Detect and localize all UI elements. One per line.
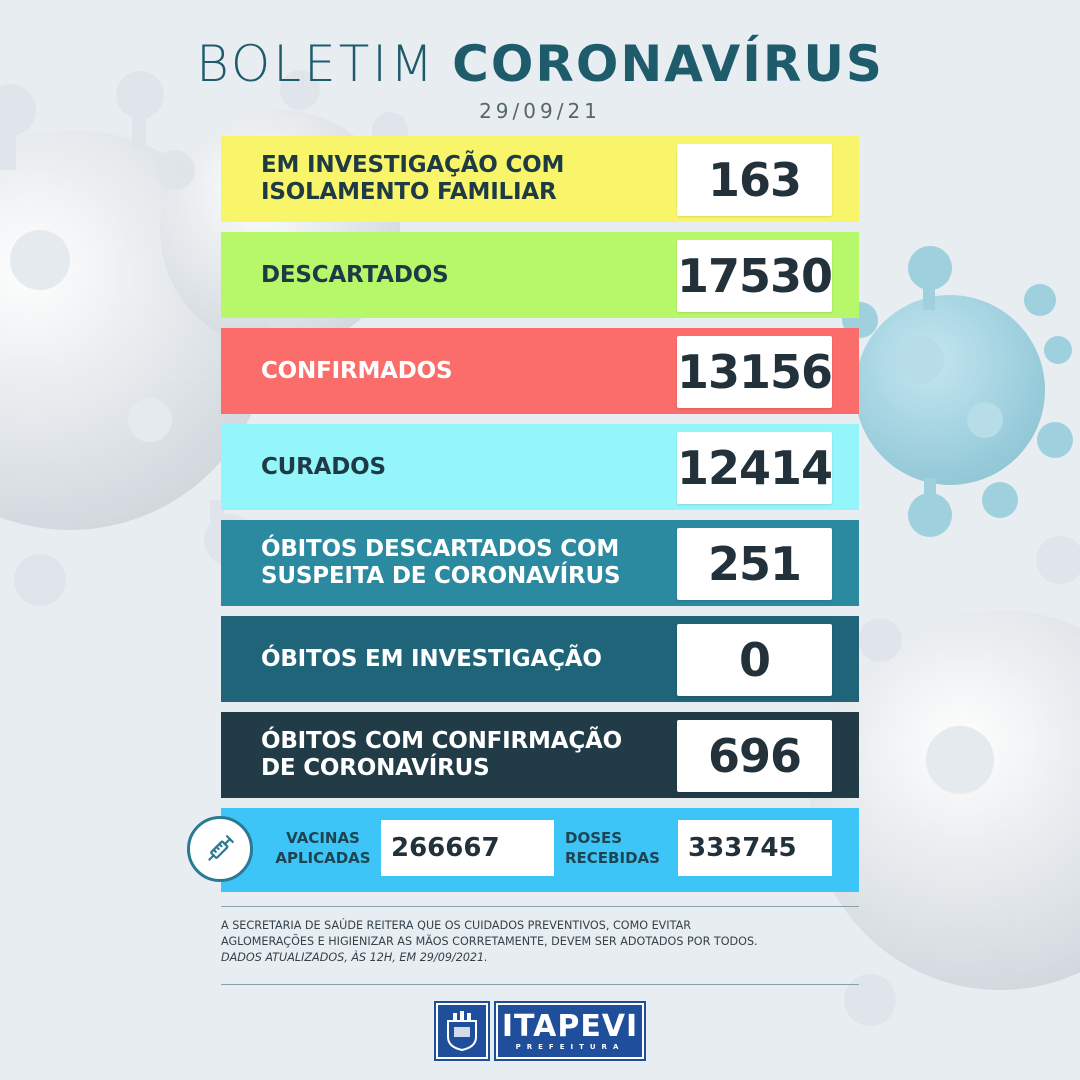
stat-bar	[221, 712, 859, 798]
vaccines-bar	[221, 808, 859, 892]
title-light: BOLETIM	[196, 35, 437, 93]
logo-wordmark	[496, 1003, 644, 1059]
itapevi-logo	[436, 1003, 644, 1059]
footer-divider-bottom	[221, 984, 859, 985]
bulletin-date: 29/09/21	[479, 99, 601, 123]
doses-received-label: DOSES RECEBIDAS	[565, 829, 660, 867]
title-bold: CORONAVÍRUS	[452, 35, 884, 93]
stat-label: CURADOS	[261, 453, 386, 480]
doses-received-value: 333745	[678, 820, 832, 876]
logo-name: ITAPEVI	[501, 1008, 639, 1044]
city-crest-icon	[436, 1003, 488, 1059]
footer-note	[221, 918, 861, 966]
stat-label: CONFIRMADOS	[261, 357, 453, 384]
stat-value: 163	[677, 144, 832, 216]
stat-label: DESCARTADOS	[261, 261, 449, 288]
footer-line-3: DADOS ATUALIZADOS, ÀS 12H, EM 29/09/2021.	[221, 951, 488, 964]
stat-value: 696	[677, 720, 832, 792]
stat-label: ÓBITOS EM INVESTIGAÇÃO	[261, 645, 602, 672]
logo-sub: PREFEITURA	[515, 1042, 625, 1051]
stat-value: 17530	[677, 240, 832, 312]
vaccines-applied-label: VACINAS APLICADAS	[275, 829, 371, 867]
stat-bar	[221, 232, 859, 318]
footer-divider-top	[221, 906, 859, 907]
stat-label: EM INVESTIGAÇÃO COM ISOLAMENTO FAMILIAR	[261, 152, 565, 205]
stat-label: ÓBITOS DESCARTADOS COM SUSPEITA DE CORONAVÍRUS	[261, 536, 621, 589]
stat-value: 13156	[677, 336, 832, 408]
stat-value: 0	[677, 624, 832, 696]
footer-line-1: A SECRETARIA DE SAÚDE REITERA QUE OS CUIDADOS PREVENTIVOS, COMO EVITAR	[221, 919, 691, 932]
stat-bar	[221, 136, 859, 222]
vaccines-applied-value: 266667	[381, 820, 554, 876]
syringe-icon	[187, 816, 253, 882]
stat-bar	[221, 328, 859, 414]
stat-value: 12414	[677, 432, 832, 504]
stat-value: 251	[677, 528, 832, 600]
stat-bar	[221, 424, 859, 510]
footer-line-2: AGLOMERAÇÕES E HIGIENIZAR AS MÃOS CORRETAMENTE, DEVEM SER ADOTADOS POR TODOS.	[221, 935, 758, 948]
header	[0, 30, 1080, 123]
stat-bar	[221, 616, 859, 702]
stat-bar	[221, 520, 859, 606]
stat-label: ÓBITOS COM CONFIRMAÇÃO DE CORONAVÍRUS	[261, 728, 622, 781]
page-title	[0, 30, 1080, 97]
